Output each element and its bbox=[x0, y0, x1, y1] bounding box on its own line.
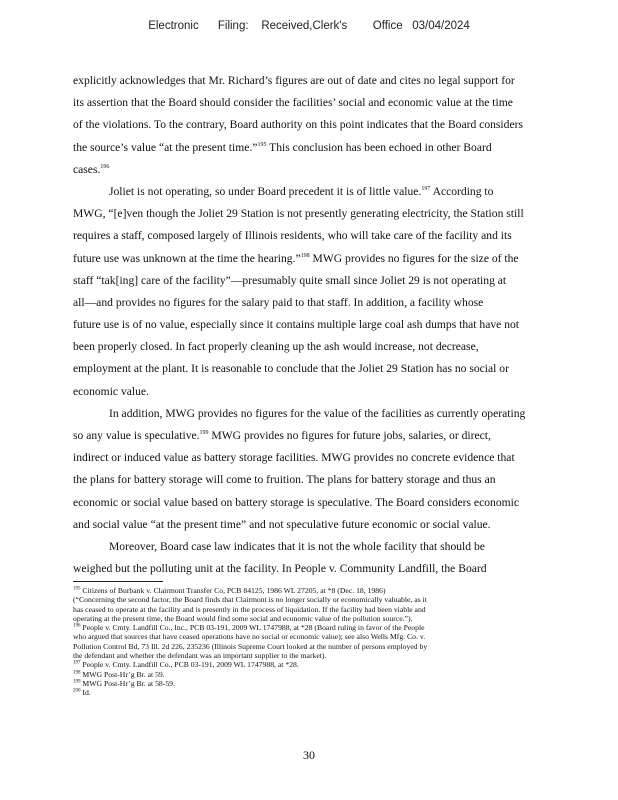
footnote-number: 196 bbox=[73, 623, 81, 629]
footnote-reference[interactable]: 196 bbox=[100, 163, 110, 170]
footnote bbox=[73, 651, 573, 660]
body-line-text: requires a staff, composed largely of Illinois residents, who will take care of the facility and its bbox=[73, 229, 512, 243]
footnote-text: People v. Cmty. Landfill Co., Inc., PCB 03-191, 2009 WL 1747988, at *28 (Board ruling in favor of the People bbox=[82, 623, 425, 633]
footnote-text: (“Concerning the second factor, the Board finds that Clairmont is no longer socially or economically valuable, as it bbox=[73, 595, 427, 605]
footnote bbox=[73, 632, 573, 641]
footnote-text: operating at the present time, the Board would find some social and economic value of the pollution source.”). bbox=[73, 613, 413, 623]
body-line-text: employment at the plant. It is reasonable to conclude that the Joliet 29 Station has no social or bbox=[73, 362, 509, 376]
body-line-text: MWG, “[e]ven though the Joliet 29 Station is not presently generating electricity, the Station still bbox=[73, 207, 524, 221]
body-line bbox=[73, 70, 603, 92]
body-line-text: been properly closed. In fact properly cleaning up the ash would increase, not decrease, bbox=[73, 340, 479, 354]
footnote bbox=[73, 595, 573, 604]
body-line-text: of the violations. To the contrary, Board authority on this point indicates that the Board considers bbox=[73, 118, 523, 132]
footnote-text: Pollution Control Bd, 73 Ill. 2d 226, 235236 (Illinois Supreme Court looked at the number of persons employed by bbox=[73, 641, 428, 651]
body-line-continuation: MWG provides no figures for future jobs, salaries, or direct, bbox=[208, 429, 491, 442]
footnote-text: People v. Cmty. Landfill Co., PCB 03-191, 2009 WL 1747988, at *28. bbox=[82, 660, 299, 670]
body-line bbox=[73, 336, 603, 358]
footnote-text: Citizens of Burbank v. Clairmont Transfer Co, PCB 84125, 1986 WL 27205, at *8 (Dec. 18, 1986) bbox=[82, 586, 386, 595]
body-line bbox=[73, 558, 603, 580]
body-line bbox=[73, 292, 603, 314]
body-line bbox=[73, 358, 603, 380]
footnote-number: 200 bbox=[73, 688, 81, 694]
body-line bbox=[73, 159, 603, 181]
page-number: 30 bbox=[303, 748, 315, 762]
footnote bbox=[73, 670, 573, 679]
body-line-text: so any value is speculative. bbox=[73, 429, 200, 442]
footnote-number: 195 bbox=[73, 586, 81, 592]
body-line-continuation: This conclusion has been echoed in other Board bbox=[266, 140, 492, 154]
body-text bbox=[73, 70, 603, 580]
body-line bbox=[73, 381, 603, 403]
body-line bbox=[73, 181, 603, 203]
body-line bbox=[73, 492, 603, 514]
body-line-text: future use was unknown at the time the hearing.” bbox=[73, 251, 301, 265]
footnote-reference[interactable]: 197 bbox=[421, 186, 431, 193]
body-line bbox=[73, 469, 603, 491]
body-line-text: and social value “at the present time” and not speculative future economic or social value. bbox=[73, 517, 491, 531]
body-line-text: weighed but the polluting unit at the facility. In People v. Community Landfill, the Board bbox=[73, 562, 487, 576]
body-line-continuation: According to bbox=[430, 184, 494, 198]
footnote bbox=[73, 623, 573, 632]
body-line-text: Joliet is not operating, so under Board precedent it is of little value. bbox=[109, 184, 422, 198]
footnote-reference[interactable]: 195 bbox=[257, 141, 267, 148]
footnote-divider bbox=[73, 581, 163, 582]
electronic-filing-header: Electronic Filing: Received,Clerk's Office 03/04/2024 bbox=[148, 20, 470, 32]
body-line bbox=[73, 403, 603, 425]
body-line-text: the source’s value “at the present time.” bbox=[73, 140, 258, 154]
body-line-text: economic value. bbox=[73, 384, 149, 398]
footnotes bbox=[73, 586, 573, 698]
body-line-text: the plans for battery storage will come to fruition. The plans for battery storage and thus an bbox=[73, 473, 496, 487]
footnote bbox=[73, 642, 573, 651]
footnote-text: Id. bbox=[82, 688, 91, 698]
body-line-text: all—and provides no figures for the salary paid to that staff. In addition, a facility whose bbox=[73, 295, 484, 309]
body-line-text: cases. bbox=[73, 162, 101, 176]
body-line bbox=[73, 314, 603, 336]
body-line-text: its assertion that the Board should consider the facilities’ social and economic value at the time bbox=[73, 96, 513, 110]
body-line bbox=[73, 92, 603, 114]
body-line bbox=[73, 225, 603, 247]
footnote-reference[interactable]: 199 bbox=[199, 430, 209, 437]
footnote bbox=[73, 688, 573, 697]
footnote-text: MWG Post-Hr’g Br. at 59. bbox=[82, 669, 165, 679]
body-line bbox=[73, 137, 603, 159]
footnote-number: 197 bbox=[73, 660, 81, 666]
footnote bbox=[73, 679, 573, 688]
body-line-continuation: MWG provides no figures for the size of the bbox=[309, 251, 519, 265]
footnote-number: 198 bbox=[73, 670, 81, 676]
footnote bbox=[73, 605, 573, 614]
footnote bbox=[73, 660, 573, 669]
footnote-reference[interactable]: 198 bbox=[300, 252, 310, 259]
footnote-number: 199 bbox=[73, 679, 81, 685]
body-line bbox=[73, 447, 603, 469]
body-line-text: In addition, MWG provides no figures for the value of the facilities as currently operating bbox=[109, 406, 526, 420]
body-line-text: indirect or induced value as battery storage facilities. MWG provides no concrete evidence that bbox=[73, 451, 515, 465]
body-line-text: explicitly acknowledges that Mr. Richard’s figures are out of date and cites no legal support for bbox=[73, 74, 515, 87]
body-line bbox=[73, 536, 603, 558]
body-line-text: Moreover, Board case law indicates that it is not the whole facility that should be bbox=[109, 539, 485, 553]
footnote-text: has ceased to operate at the facility and is presently in the process of liquidation. If the facility had been viable and bbox=[73, 604, 426, 614]
body-line bbox=[73, 114, 603, 136]
footnote-text: the defendant and whether the defendant was an important supplier to the market). bbox=[73, 651, 327, 661]
footnote-text: who argued that sources that have ceased operations have no social or economic value); see also Wells Mfg. Co. v. bbox=[73, 632, 426, 642]
body-line bbox=[73, 425, 603, 447]
body-line bbox=[73, 514, 603, 536]
body-line bbox=[73, 270, 603, 292]
footnote-text: MWG Post-Hr’g Br. at 58-59. bbox=[82, 678, 175, 688]
body-line bbox=[73, 248, 603, 270]
body-line bbox=[73, 203, 603, 225]
body-line-text: economic or social value based on battery storage is speculative. The Board considers economic bbox=[73, 495, 519, 509]
footnote bbox=[73, 614, 573, 623]
body-line-text: staff “tak[ing] care of the facility”—presumably quite small since Joliet 29 is not operating at bbox=[73, 273, 507, 287]
body-line-text: future use is of no value, especially since it contains multiple large coal ash dumps that have not bbox=[73, 318, 520, 332]
footnote bbox=[73, 586, 573, 595]
